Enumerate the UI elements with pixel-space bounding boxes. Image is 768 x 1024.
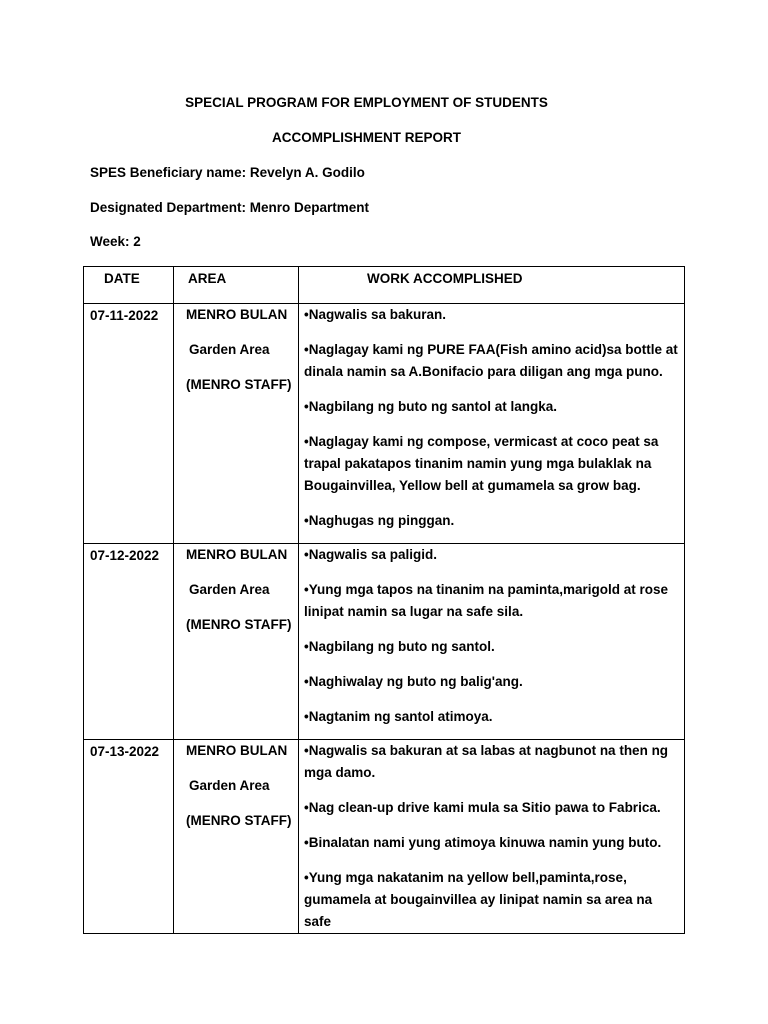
work-item: •Naglagay kami ng PURE FAA(Fish amino acid)sa bottle at dinala namin sa A.Bonifacio para diligan ang mga puno. — [304, 342, 678, 379]
work-item: •Binalatan nami yung atimoya kinuwa namin yung buto. — [304, 835, 662, 850]
document-subtitle: ACCOMPLISHMENT REPORT — [272, 130, 461, 145]
work-item: •Naghiwalay ng buto ng balig'ang. — [304, 674, 523, 689]
area-sub: Garden Area — [189, 778, 270, 793]
date-text: 07-11-2022 — [90, 308, 159, 323]
table-row — [84, 544, 685, 740]
header-area: AREA — [174, 267, 299, 304]
work-item: •Nag clean-up drive kami mula sa Sitio pawa to Fabrica. — [304, 800, 661, 815]
work-item: •Yung mga tapos na tinanim na paminta,marigold at rose linipat namin sa lugar na safe sila. — [304, 582, 669, 619]
date-text: 07-13-2022 — [90, 744, 160, 759]
area-cell — [174, 304, 299, 544]
table-row — [84, 740, 685, 934]
work-item: •Naghugas ng pinggan. — [304, 513, 455, 528]
work-cell — [299, 740, 685, 934]
accomplishment-table — [83, 266, 685, 934]
area-cell — [174, 544, 299, 740]
date-text: 07-12-2022 — [90, 548, 160, 563]
date-cell — [84, 304, 174, 544]
date-cell — [84, 544, 174, 740]
area-sub: Garden Area — [189, 342, 270, 357]
area-name: MENRO BULAN — [186, 743, 288, 758]
work-item: •Nagwalis sa bakuran at sa labas at nagbunot na then ng mga damo. — [304, 743, 669, 780]
work-item: •Nagwalis sa bakuran. — [304, 307, 447, 322]
area-cell — [174, 740, 299, 934]
work-cell — [299, 544, 685, 740]
work-item: •Naglagay kami ng compose, vermicast at coco peat sa trapal pakatapos tinanim namin yung mga bulaklak na Bougainvillea, Yellow bell at gumamela sa grow bag. — [304, 434, 659, 493]
date-cell — [84, 740, 174, 934]
table-row — [84, 304, 685, 544]
header-work-accomplished: WORK ACCOMPLISHED — [299, 267, 685, 304]
work-item: •Nagtanim ng santol atimoya. — [304, 709, 493, 724]
work-cell — [299, 304, 685, 544]
table-header-row — [84, 267, 685, 304]
document-title: SPECIAL PROGRAM FOR EMPLOYMENT OF STUDENTS — [185, 95, 548, 110]
beneficiary-name: SPES Beneficiary name: Revelyn A. Godilo — [90, 165, 365, 180]
area-sub: Garden Area — [189, 582, 270, 597]
designated-department: Designated Department: Menro Department — [90, 200, 370, 215]
work-item: •Nagwalis sa paligid. — [304, 547, 438, 562]
area-staff: (MENRO STAFF) — [186, 377, 292, 392]
work-item: •Nagbilang ng buto ng santol. — [304, 639, 495, 654]
work-item: •Yung mga nakatanim na yellow bell,paminta,rose, gumamela at bougainvillea ay linipat namin sa area na safe — [304, 870, 653, 929]
area-name: MENRO BULAN — [186, 547, 288, 562]
week-label: Week: 2 — [90, 234, 141, 249]
area-staff: (MENRO STAFF) — [186, 617, 292, 632]
work-item: •Nagbilang ng buto ng santol at langka. — [304, 399, 557, 414]
area-name: MENRO BULAN — [186, 307, 288, 322]
header-date: DATE — [84, 267, 174, 304]
area-staff: (MENRO STAFF) — [186, 813, 292, 828]
